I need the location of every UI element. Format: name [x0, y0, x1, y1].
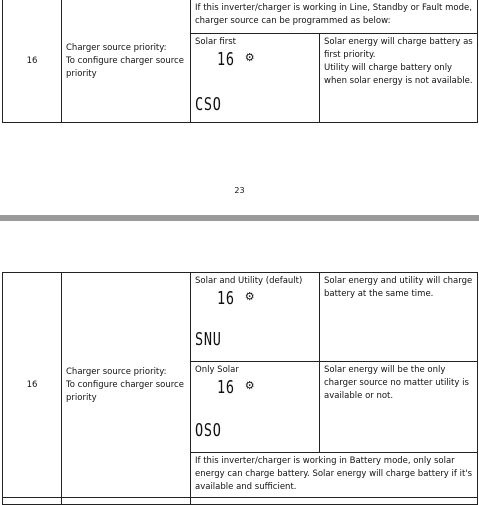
row-number: 16	[3, 273, 62, 498]
lcd-value: OSO	[195, 420, 222, 441]
page-number: 23	[234, 186, 245, 195]
setting-subtitle: To configure charger source priority	[66, 379, 184, 403]
option-explanation: Solar energy will charge battery as first priority. Utility will charge battery only when solar energy is not available.	[320, 33, 478, 122]
top-settings-table	[2, 0, 478, 123]
lcd-value-display	[195, 422, 315, 441]
lcd-code: 16	[217, 377, 235, 398]
gear-icon: ⚙	[244, 50, 255, 64]
next-row-stub	[62, 498, 191, 505]
lcd-value: CSO	[195, 93, 222, 115]
setting-subtitle: To configure charger source priority	[66, 55, 184, 79]
next-row-stub	[3, 498, 62, 505]
lcd-display	[217, 48, 315, 70]
lcd-value-display	[195, 331, 315, 350]
setting-description	[62, 273, 191, 498]
lcd-code: 16	[217, 288, 235, 309]
bottom-settings-table	[2, 272, 478, 505]
gear-icon: ⚙	[244, 290, 255, 303]
lcd-display	[217, 379, 315, 398]
setting-description	[62, 0, 191, 123]
battery-mode-note: If this inverter/charger is working in Battery mode, only solar energy can charge battery. Solar energy will charge battery if it's available and sufficient.	[191, 453, 478, 498]
option-cell	[191, 273, 320, 362]
row-number: 16	[3, 0, 62, 123]
lcd-value: SNU	[195, 329, 222, 350]
option-explanation: Solar energy and utility will charge battery at the same time.	[320, 273, 478, 362]
option-cell	[191, 362, 320, 453]
setting-title: Charger source priority:	[66, 366, 167, 377]
lcd-display	[217, 290, 315, 309]
next-row-stub	[191, 498, 478, 505]
option-label: Solar and Utility (default)	[195, 276, 303, 286]
gear-icon: ⚙	[244, 379, 255, 392]
setting-title: Charger source priority:	[66, 42, 167, 53]
option-explanation: Solar energy will be the only charger source no matter utility is available or not.	[320, 362, 478, 453]
option-label: Only Solar	[195, 365, 239, 375]
lcd-code: 16	[217, 48, 235, 70]
option-cell	[191, 33, 320, 122]
lcd-value-display	[195, 93, 315, 115]
option-label: Solar first	[195, 36, 236, 47]
mode-intro: If this inverter/charger is working in Line, Standby or Fault mode, charger source can be programmed as below:	[191, 0, 478, 33]
page-divider	[0, 215, 479, 221]
